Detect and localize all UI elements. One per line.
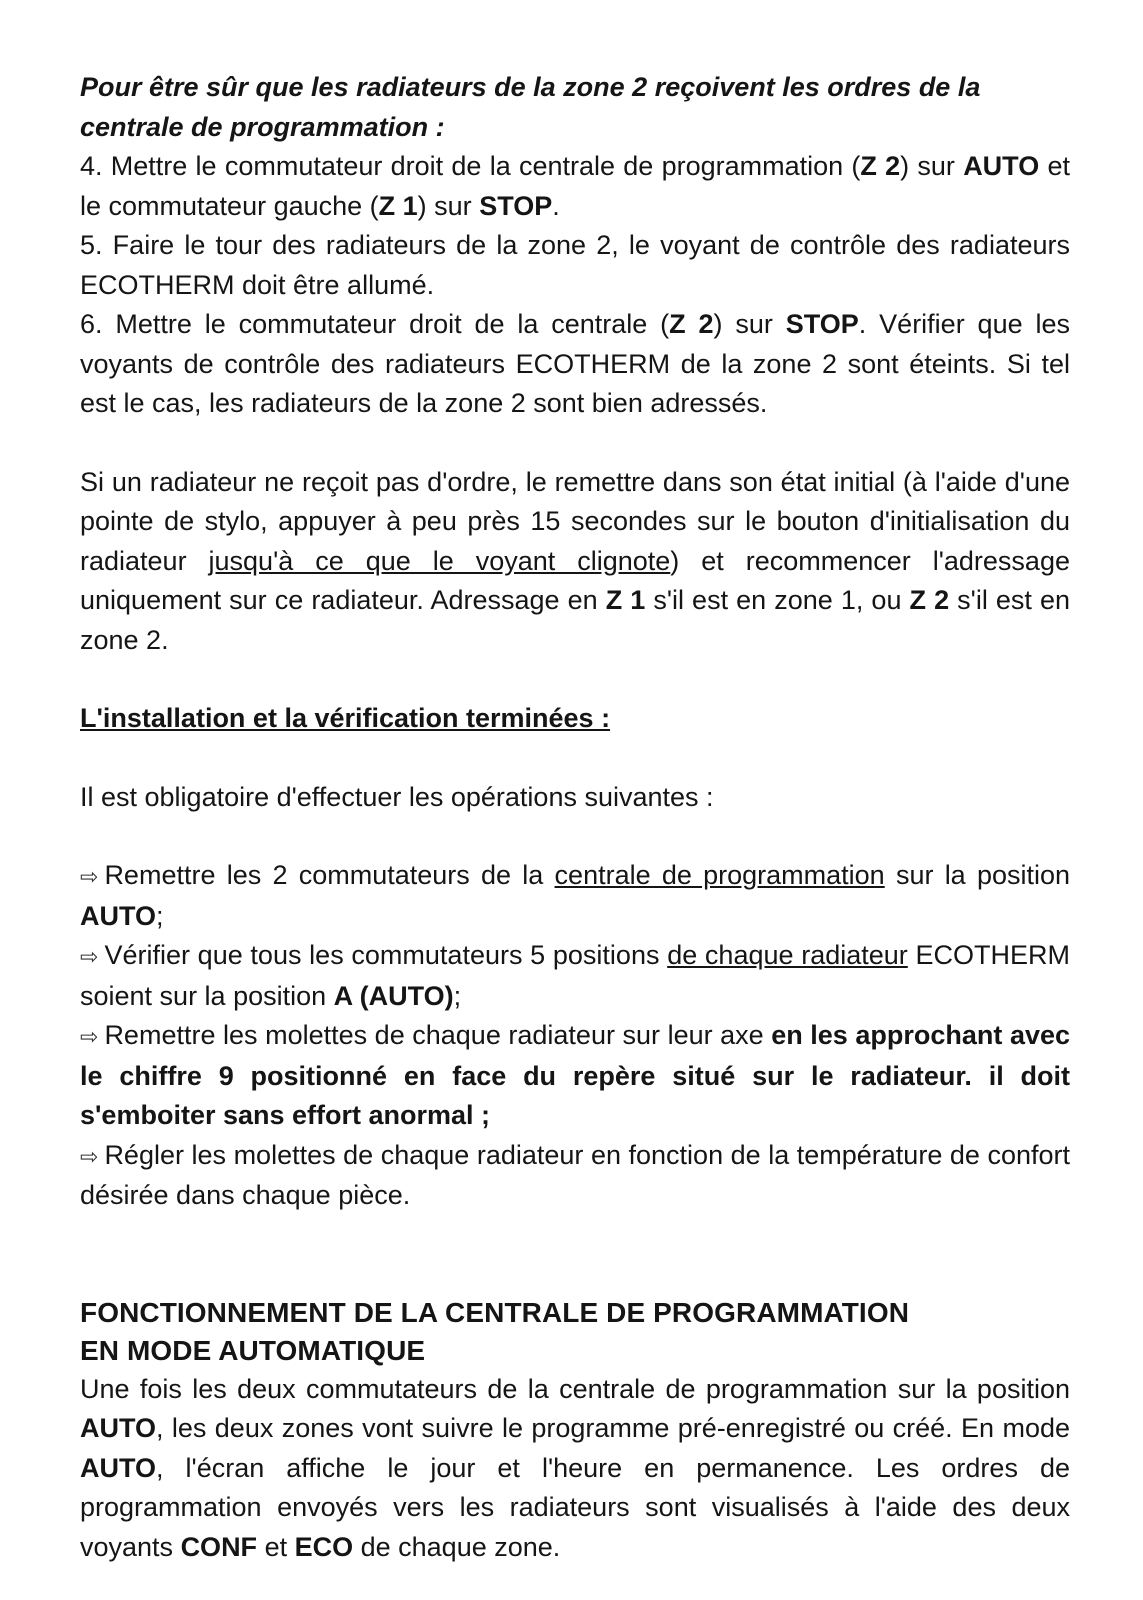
- reset-text: s'il est en zone 1, ou: [645, 585, 910, 615]
- arrow-right-icon: ⇨: [80, 944, 99, 969]
- automatic-mode-title: [80, 1294, 1070, 1370]
- reset-zone1: Z 1: [605, 585, 646, 615]
- step-4-text: 4. Mettre le commutateur droit de la centrale de programmation (: [80, 151, 861, 181]
- auto-text: de chaque zone.: [353, 1531, 561, 1562]
- bullet-1-underlined: centrale de programmation: [554, 860, 885, 890]
- reset-text: Si un radiateur ne reçoit pas d'ordre, le remettre dans son état initial (à l'aide d'une pointe de stylo, appuyer à peu près 15 secondes sur le bouton d'initialisation du radiateur: [80, 466, 1070, 576]
- arrow-right-icon: ⇨: [80, 1024, 99, 1049]
- bullet-2: [80, 936, 1070, 1016]
- step-6: [80, 305, 1070, 424]
- bullet-2-text: ECOTHERM soient sur la position: [80, 940, 1071, 1011]
- bullet-3: [80, 1016, 1070, 1136]
- installation-section-title: L'installation et la vérification terminées :: [80, 703, 611, 733]
- arrow-right-icon: ⇨: [80, 864, 99, 889]
- bullet-4: [80, 1136, 1070, 1216]
- eco-label: ECO: [294, 1531, 354, 1562]
- step-6-text: 6. Mettre le commutateur droit de la centrale (: [80, 309, 670, 339]
- reset-radiator-paragraph: [80, 463, 1070, 661]
- auto-text: , l'écran affiche le jour et l'heure en permanence. Les ordres de programmation envoyés vers les radiateurs sont visualisés à l'aide des deux voyants: [80, 1452, 1070, 1562]
- step-6-text: . Vérifier que les voyants de contrôle des radiateurs ECOTHERM de la zone 2 sont éteints. Si tel est le cas, les radiateurs de la zone 2 sont bien adressés.: [80, 309, 1070, 418]
- bullet-3-text: Remettre les molettes de chaque radiateur sur leur axe: [104, 1020, 772, 1050]
- automatic-mode-title-line: EN MODE AUTOMATIQUE: [80, 1334, 426, 1366]
- auto-text: et: [257, 1531, 295, 1562]
- auto-bold: AUTO: [80, 1452, 157, 1483]
- step-4-text: .: [552, 190, 560, 221]
- step-4-stop: STOP: [479, 190, 553, 221]
- step-6-zone2: Z 2: [669, 309, 714, 339]
- conf-label: CONF: [180, 1531, 258, 1562]
- bullet-1-text: sur la position: [884, 860, 1071, 890]
- bullet-2-text: Vérifier que tous les commutateurs 5 positions: [104, 940, 668, 970]
- automatic-mode-title-line: FONCTIONNEMENT DE LA CENTRALE DE PROGRAMMATION: [80, 1296, 910, 1328]
- bullet-1-text: Remettre les 2 commutateurs de la: [104, 860, 555, 890]
- mandatory-operations-intro: Il est obligatoire d'effectuer les opérations suivantes :: [80, 781, 714, 812]
- zone2-check-heading: Pour être sûr que les radiateurs de la zone 2 reçoivent les ordres de la centrale de programmation :: [80, 72, 981, 142]
- auto-bold: AUTO: [80, 1413, 157, 1443]
- bullet-2-auto: A (AUTO): [333, 980, 454, 1011]
- bullet-4-text: Régler les molettes de chaque radiateur en fonction de la température de confort désirée dans chaque pièce.: [80, 1139, 1070, 1210]
- reset-text: s'il est en zone 2.: [80, 585, 1070, 655]
- bullet-1: [80, 856, 1070, 936]
- step-5: 5. Faire le tour des radiateurs de la zone 2, le voyant de contrôle des radiateurs ECOTHERM doit être allumé.: [80, 230, 1070, 300]
- automatic-mode-paragraph: [80, 1370, 1070, 1568]
- bullet-1-text: ;: [156, 900, 164, 931]
- reset-zone2: Z 2: [909, 585, 950, 615]
- step-4-text: et le commutateur gauche (: [80, 151, 1070, 221]
- step-4-zone1: Z 1: [378, 190, 418, 221]
- step-4-zone2: Z 2: [860, 151, 901, 181]
- step-4: [80, 147, 1070, 226]
- reset-underlined: jusqu'à ce que le voyant clignote: [208, 545, 671, 576]
- bullet-3-bold: en les approchant avec le chiffre 9 positionné en face du repère situé sur le radiateur. il doit s'emboiter sans effort anormal ;: [80, 1020, 1071, 1130]
- step-6-stop: STOP: [785, 309, 859, 339]
- step-6-text: ) sur: [713, 309, 786, 339]
- reset-text: ) et recommencer l'adressage uniquement sur ce radiateur. Adressage en: [80, 545, 1070, 615]
- auto-text: , les deux zones vont suivre le programme pré-enregistré ou créé. En mode: [156, 1413, 1070, 1443]
- step-4-text: ) sur: [417, 190, 480, 221]
- step-4-text: ) sur: [900, 151, 964, 181]
- arrow-right-icon: ⇨: [80, 1143, 99, 1169]
- bullet-1-auto: AUTO: [80, 900, 157, 931]
- auto-text: Une fois les deux commutateurs de la centrale de programmation sur la position: [80, 1373, 1070, 1404]
- bullet-2-text: ;: [453, 980, 462, 1011]
- bullet-2-underlined: de chaque radiateur: [667, 940, 908, 970]
- document-page: [80, 68, 1070, 1567]
- step-4-auto: AUTO: [963, 151, 1040, 181]
